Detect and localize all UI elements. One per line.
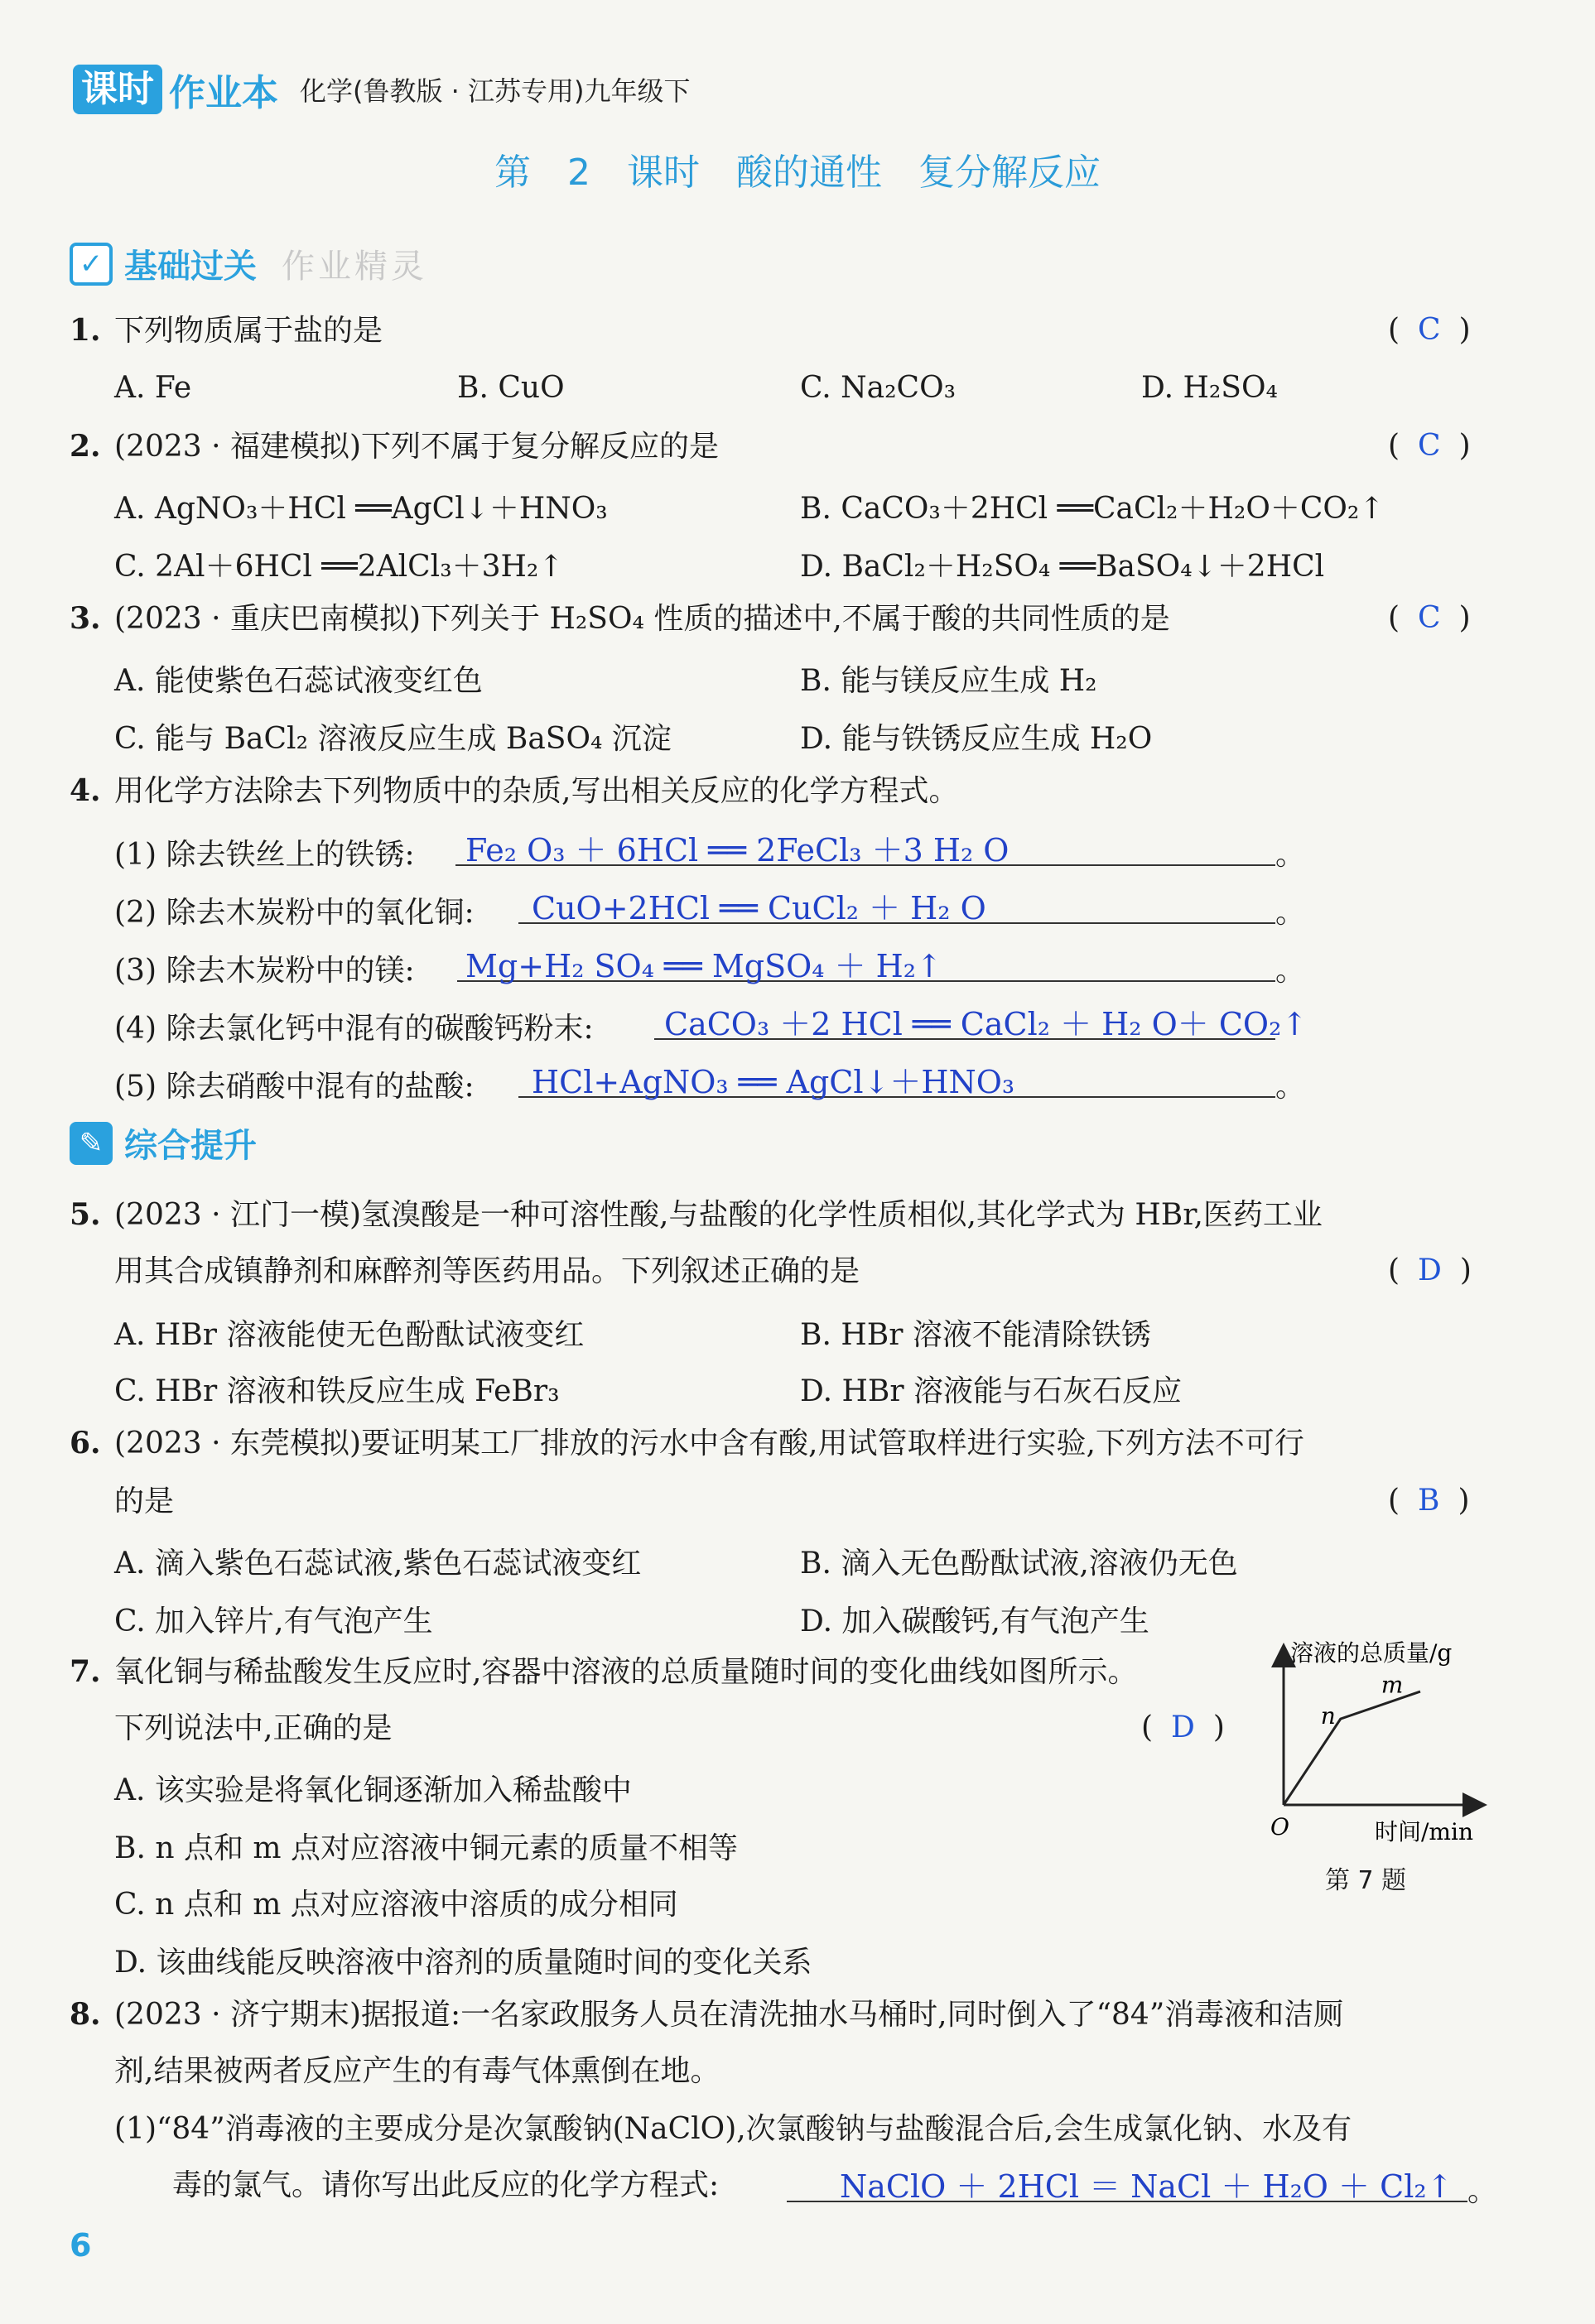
q6-number: 6.	[70, 1426, 101, 1460]
x-axis-label: 时间/min	[1375, 1818, 1473, 1845]
q7-number: 7.	[70, 1654, 101, 1689]
q3-number: 3.	[70, 601, 101, 636]
q8-sub1-end: 。	[1467, 2174, 1498, 2208]
q7-figure-caption: 第 7 题	[1325, 1866, 1407, 1895]
q3-option-c: C. 能与 BaCl₂ 溶液反应生成 BaSO₄ 沉淀	[114, 722, 672, 756]
point-m-label: m	[1381, 1671, 1404, 1699]
section-basic	[70, 240, 427, 287]
q2-option-c: C. 2Al＋6HCl ══2AlCl₃＋3H₂↑	[114, 550, 564, 584]
q4-item-4-label: (4) 除去氯化钙中混有的碳酸钙粉末:	[114, 1012, 594, 1046]
q5-number: 5.	[70, 1197, 101, 1232]
page-header	[73, 63, 691, 116]
brand-logo: 课时	[73, 65, 162, 114]
q3-text: (2023 · 重庆巴南模拟)下列关于 H₂SO₄ 性质的描述中,不属于酸的共同性质的是	[114, 602, 1170, 636]
q4-item-3-answer: Mg+H₂ SO₄ ══ MgSO₄ ＋ H₂↑	[465, 948, 942, 984]
q4-item-5-end: 。	[1275, 1070, 1306, 1104]
q5-option-a: A. HBr 溶液能使无色酚酞试液变红	[114, 1318, 585, 1352]
q1-text: 下列物质属于盐的是	[114, 314, 383, 348]
q8-sub1-line-1: (1)“84”消毒液的主要成分是次氯酸钠(NaClO),次氯酸钠与盐酸混合后,会生成氯化钠、水及有	[114, 2112, 1352, 2146]
q4-item-2-label: (2) 除去木炭粉中的氧化铜:	[114, 896, 475, 930]
subject-label: 化学(鲁教版 · 江苏专用)九年级下	[300, 75, 691, 107]
lesson-title: 第 2 课时 酸的通性 复分解反应	[494, 152, 1101, 194]
q4-item-2-answer: CuO+2HCl ══ CuCl₂ ＋ H₂ O	[532, 890, 986, 926]
q4-item-1-end: 。	[1275, 838, 1306, 872]
q4-text: 用化学方法除去下列物质中的杂质,写出相关反应的化学方程式。	[114, 774, 959, 808]
checkbox-icon: ✓	[70, 243, 113, 286]
q1-option-c: C. Na₂CO₃	[800, 371, 957, 405]
q6-option-b: B. 滴入无色酚酞试液,溶液仍无色	[800, 1547, 1238, 1581]
q8-sub1-line-2: 毒的氯气。请你写出此反应的化学方程式:	[172, 2168, 720, 2202]
y-axis-label: 溶液的总质量/g	[1290, 1639, 1453, 1667]
section-advanced-label: 综合提升	[124, 1127, 257, 1165]
pen-box-icon: ✎	[70, 1122, 113, 1165]
point-n-label: n	[1320, 1702, 1336, 1730]
q6-line-1: (2023 · 东莞模拟)要证明某工厂排放的污水中含有酸,用试管取样进行实验,下列方法不可行	[114, 1427, 1304, 1460]
q6-option-a: A. 滴入紫色石蕊试液,紫色石蕊试液变红	[114, 1547, 642, 1581]
q1-option-d: D. H₂SO₄	[1141, 371, 1278, 405]
q1-option-a: A. Fe	[114, 371, 192, 405]
q1-number: 1.	[70, 313, 101, 348]
q6-option-c: C. 加入锌片,有气泡产生	[114, 1605, 433, 1638]
section-advanced	[70, 1119, 257, 1167]
q6-line-2: 的是	[114, 1484, 175, 1518]
q4-item-3-end: 。	[1275, 954, 1306, 988]
q4-item-5-label: (5) 除去硝酸中混有的盐酸:	[114, 1070, 475, 1104]
q8-line-2: 剂,结果被两者反应产生的有毒气体熏倒在地。	[114, 2054, 720, 2088]
q7-answer: ( D )	[1141, 1711, 1225, 1744]
q4-item-1-label: (1) 除去铁丝上的铁锈:	[114, 838, 415, 872]
q5-line-1: (2023 · 江门一模)氢溴酸是一种可溶性酸,与盐酸的化学性质相似,其化学式为 HBr,医药工业	[114, 1198, 1323, 1232]
q7-option-c: C. n 点和 m 点对应溶液中溶质的成分相同	[114, 1888, 678, 1922]
q6-option-d: D. 加入碳酸钙,有气泡产生	[800, 1605, 1149, 1638]
q3-option-a: A. 能使紫色石蕊试液变红色	[114, 664, 483, 698]
q8-line-1: (2023 · 济宁期末)据报道:一名家政服务人员在清洗抽水马桶时,同时倒入了“84”消毒液和洁厕	[114, 1998, 1344, 2032]
q6-answer: ( B )	[1388, 1484, 1470, 1518]
q5-option-d: D. HBr 溶液能与石灰石反应	[800, 1374, 1182, 1408]
q3-option-d: D. 能与铁锈反应生成 H₂O	[800, 722, 1153, 756]
q2-option-b: B. CaCO₃＋2HCl ══CaCl₂＋H₂O＋CO₂↑	[800, 492, 1385, 526]
q2-option-d: D. BaCl₂＋H₂SO₄ ══BaSO₄↓＋2HCl	[800, 550, 1325, 584]
q1-answer: ( C )	[1388, 313, 1471, 347]
q7-option-d: D. 该曲线能反映溶液中溶剂的质量随时间的变化关系	[114, 1946, 812, 1980]
q2-option-a: A. AgNO₃＋HCl ══AgCl↓＋HNO₃	[114, 492, 608, 526]
q5-line-2: 用其合成镇静剂和麻醉剂等医药用品。下列叙述正确的是	[114, 1254, 860, 1288]
origin-label: O	[1270, 1813, 1289, 1840]
q7-line-1: 氧化铜与稀盐酸发生反应时,容器中溶液的总质量随时间的变化曲线如图所示。	[114, 1655, 1138, 1689]
q7-option-a: A. 该实验是将氧化铜逐渐加入稀盐酸中	[114, 1773, 632, 1807]
q4-item-2-end: 。	[1275, 896, 1306, 930]
section-basic-label: 基础过关	[124, 248, 257, 286]
watermark: 作业精灵	[282, 248, 427, 286]
series-line	[1284, 1691, 1420, 1805]
q7-option-b: B. n 点和 m 点对应溶液中铜元素的质量不相等	[114, 1831, 738, 1865]
brand-name: 作业本	[169, 72, 278, 114]
q5-option-b: B. HBr 溶液不能清除铁锈	[800, 1318, 1151, 1352]
q4-item-5-answer: HCl+AgNO₃ ══ AgCl↓＋HNO₃	[532, 1064, 1015, 1100]
q8-sub1-answer: NaClO ＋ 2HCl ＝ NaCl ＋ H₂O ＋ Cl₂↑	[840, 2168, 1453, 2205]
q3-answer: ( C )	[1388, 601, 1471, 635]
q8-number: 8.	[70, 1997, 101, 2032]
q2-number: 2.	[70, 429, 101, 464]
q5-answer: ( D )	[1388, 1253, 1472, 1287]
q3-option-b: B. 能与镁反应生成 H₂	[800, 664, 1097, 698]
page-number: 6	[70, 2227, 92, 2264]
q7-line-2: 下列说法中,正确的是	[114, 1711, 393, 1745]
q5-option-c: C. HBr 溶液和铁反应生成 FeBr₃	[114, 1374, 560, 1408]
q2-answer: ( C )	[1388, 429, 1471, 463]
q4-item-3-label: (3) 除去木炭粉中的镁:	[114, 954, 415, 988]
q1-option-b: B. CuO	[457, 371, 565, 405]
q4-number: 4.	[70, 773, 101, 808]
q4-item-4-answer: CaCO₃ ＋2 HCl ══ CaCl₂ ＋ H₂ O＋ CO₂↑	[664, 1006, 1308, 1042]
q2-text: (2023 · 福建模拟)下列不属于复分解反应的是	[114, 430, 720, 464]
q7-figure	[1250, 1639, 1499, 1888]
q4-item-1-answer: Fe₂ O₃ ＋ 6HCl ══ 2FeCl₃ ＋3 H₂ O	[465, 832, 1010, 868]
